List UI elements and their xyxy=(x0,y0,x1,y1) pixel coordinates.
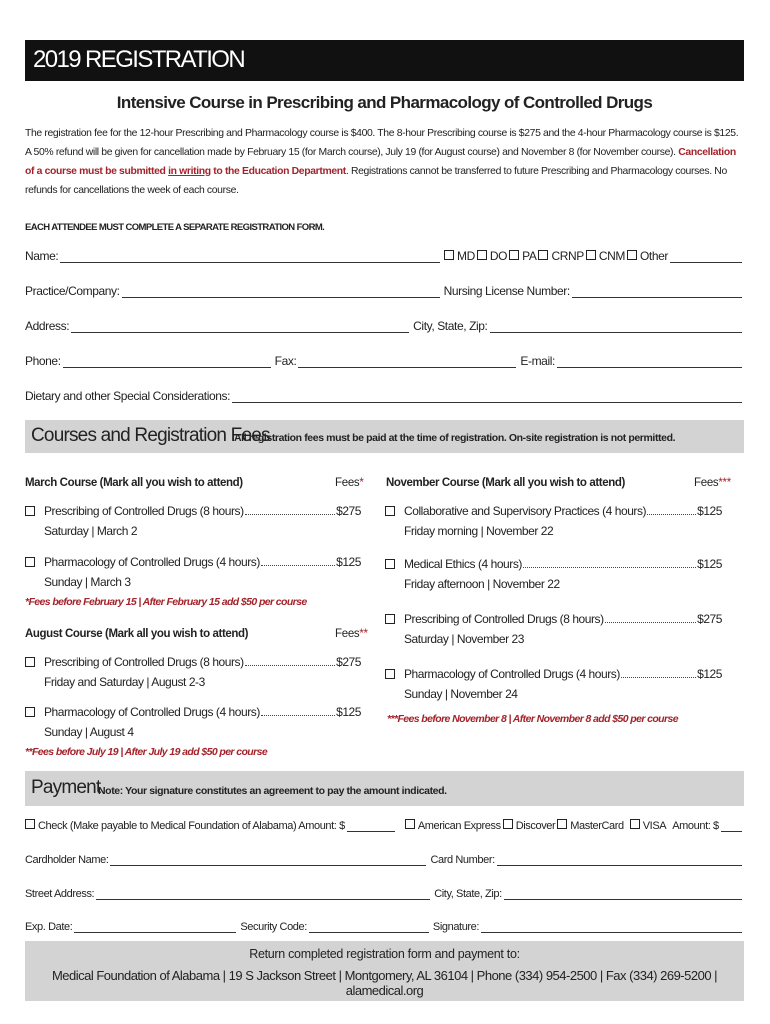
november-heading: November Course (Mark all you wish to attend) xyxy=(386,477,625,489)
august-prescribing-desc xyxy=(44,652,361,672)
november-fees-label: Fees xyxy=(694,477,719,489)
payment-note: Note: Your signature constitutes an agreement to pay the amount indicated. xyxy=(98,785,447,797)
in-writing-text: in writing xyxy=(168,166,211,177)
phone-row xyxy=(25,350,742,368)
intro-text: The registration fee for the 12-hour Prescribing and Pharmacology course is $400. The 8-hour Prescribing course is $275 and the 4-hour Pharmacology course is $125. A 50% refund will be given for cancellation made by February 15 (for March course), July 19 (for August course) and November 8 (for November course). xyxy=(25,128,739,158)
title-banner xyxy=(25,40,744,81)
card-amount-label: Amount: $ xyxy=(672,820,719,832)
visa-checkbox[interactable] xyxy=(630,819,640,829)
march-pharmacology-date: Sunday | March 3 xyxy=(44,575,131,589)
credential-pa[interactable] xyxy=(509,249,538,263)
august-pharmacology-price: $125 xyxy=(336,705,361,719)
amex-checkbox[interactable] xyxy=(405,819,415,829)
exp-field[interactable] xyxy=(74,920,236,933)
cardholder-label: Cardholder Name: xyxy=(25,854,109,866)
contact-info: Medical Foundation of Alabama | 19 S Jackson Street | Montgomery, AL 36104 | Phone (334) 954-2500 | Fax (334) 269-5200 | alamedical.org xyxy=(51,968,718,998)
november-collaborative-price: $125 xyxy=(697,504,722,518)
november-ethics-price: $125 xyxy=(697,557,722,571)
fax-label: Fax: xyxy=(274,354,297,368)
november-item-collaborative[interactable] xyxy=(385,501,722,541)
payment-city-label: City, State, Zip: xyxy=(434,888,502,900)
exp-label: Exp. Date: xyxy=(25,921,73,933)
credential-crnp[interactable] xyxy=(538,249,585,263)
august-footnote: **Fees before July 19 | After July 19 add $50 per course xyxy=(25,746,268,758)
city-label: City, State, Zip: xyxy=(413,319,488,333)
separate-form-note: EACH ATTENDEE MUST COMPLETE A SEPARATE REGISTRATION FORM. xyxy=(25,222,325,233)
march-item-pharmacology[interactable] xyxy=(25,552,361,592)
card-number-field[interactable] xyxy=(497,853,742,866)
november-pharmacology-desc xyxy=(404,664,722,684)
education-dept-text: to the Education Department xyxy=(210,166,346,177)
november-item-prescribing[interactable] xyxy=(385,609,722,649)
email-label: E-mail: xyxy=(520,354,555,368)
august-fees-label: Fees xyxy=(335,628,360,640)
november-pharmacology-label: Pharmacology of Controlled Drugs (4 hours) xyxy=(404,667,620,681)
march-prescribing-price: $275 xyxy=(336,504,361,518)
other-field[interactable] xyxy=(670,250,742,263)
return-info-footer xyxy=(25,941,744,1001)
check-option[interactable] xyxy=(25,819,347,832)
cardholder-row xyxy=(25,848,742,866)
check-amount-field[interactable] xyxy=(347,819,395,832)
visa-option[interactable] xyxy=(630,819,672,832)
cancellation-text: Cancellation of a course must be submitted xyxy=(25,147,736,177)
dot-leader xyxy=(523,554,696,568)
security-label: Security Code: xyxy=(240,921,307,933)
november-prescribing-price: $275 xyxy=(697,612,722,626)
street-label: Street Address: xyxy=(25,888,95,900)
pa-label: PA xyxy=(522,249,537,263)
mastercard-option[interactable] xyxy=(557,819,629,832)
exp-row xyxy=(25,915,742,933)
dot-leader xyxy=(647,501,696,515)
check-label: Check (Make payable to Medical Foundation of Alabama) Amount: $ xyxy=(38,820,345,832)
august-prescribing-date: Friday and Saturday | August 2-3 xyxy=(44,675,205,689)
intro-text-2: . Registrations cannot be transferred to future Prescribing and Pharmacology courses. No refunds for cancellations the week of each course. xyxy=(25,166,727,196)
address-field[interactable] xyxy=(71,320,409,333)
md-label: MD xyxy=(457,249,475,263)
march-pharmacology-label: Pharmacology of Controlled Drugs (4 hours) xyxy=(44,555,260,569)
march-prescribing-desc xyxy=(44,501,361,521)
november-ethics-label: Medical Ethics (4 hours) xyxy=(404,557,522,571)
street-row xyxy=(25,882,742,900)
phone-field[interactable] xyxy=(63,355,271,368)
credential-md[interactable] xyxy=(444,249,477,263)
dot-leader xyxy=(245,501,335,515)
email-field[interactable] xyxy=(557,355,742,368)
november-prescribing-date: Saturday | November 23 xyxy=(404,632,524,646)
name-row xyxy=(25,245,742,263)
course-subtitle: Intensive Course in Prescribing and Pharmacology of Controlled Drugs xyxy=(116,93,653,112)
november-item-pharmacology[interactable] xyxy=(385,664,722,704)
august-fees-star: ** xyxy=(359,628,368,640)
november-fees-star: *** xyxy=(718,477,731,489)
payment-method-row xyxy=(25,814,742,832)
dietary-label: Dietary and other Special Considerations: xyxy=(25,389,231,403)
fee-description xyxy=(25,124,742,200)
november-fees-heading xyxy=(694,477,731,489)
march-fees-label: Fees xyxy=(335,477,360,489)
dot-leader xyxy=(245,652,335,666)
november-collaborative-date: Friday morning | November 22 xyxy=(404,524,554,538)
august-prescribing-label: Prescribing of Controlled Drugs (8 hours) xyxy=(44,655,244,669)
march-prescribing-date: Saturday | March 2 xyxy=(44,524,138,538)
march-item-prescribing[interactable] xyxy=(25,501,361,541)
street-field[interactable] xyxy=(96,887,430,900)
payment-title: Payment xyxy=(31,777,101,798)
march-heading: March Course (Mark all you wish to attend) xyxy=(25,477,243,489)
do-label: DO xyxy=(489,249,508,263)
name-label: Name: xyxy=(25,249,59,263)
credential-cnm[interactable] xyxy=(586,249,627,263)
discover-checkbox[interactable] xyxy=(503,819,513,829)
dot-leader xyxy=(605,609,696,623)
dietary-row xyxy=(25,385,742,403)
november-item-ethics[interactable] xyxy=(385,554,722,594)
check-checkbox[interactable] xyxy=(25,819,35,829)
march-footnote: *Fees before February 15 | After February 15 add $50 per course xyxy=(25,596,307,608)
cnm-checkbox[interactable] xyxy=(586,250,596,260)
visa-label: VISA xyxy=(642,820,667,832)
november-collaborative-desc xyxy=(404,501,722,521)
discover-label: Discover xyxy=(515,820,556,832)
august-item-prescribing[interactable] xyxy=(25,652,361,692)
courses-band xyxy=(25,420,744,453)
payment-band xyxy=(25,771,744,806)
return-instruction: Return completed registration form and payment to: xyxy=(249,947,520,961)
dot-leader xyxy=(621,664,696,678)
august-item-pharmacology[interactable] xyxy=(25,702,361,742)
march-pharmacology-desc xyxy=(44,552,361,572)
november-collaborative-checkbox[interactable] xyxy=(385,506,395,516)
november-ethics-checkbox[interactable] xyxy=(385,559,395,569)
phone-label: Phone: xyxy=(25,354,61,368)
practice-field[interactable] xyxy=(122,285,440,298)
courses-title: Courses and Registration Fees xyxy=(31,425,270,446)
november-ethics-date: Friday afternoon | November 22 xyxy=(404,577,560,591)
cnm-label: CNM xyxy=(598,249,625,263)
november-pharmacology-date: Sunday | November 24 xyxy=(404,687,518,701)
dot-leader xyxy=(261,552,335,566)
dot-leader xyxy=(261,702,335,716)
address-label: Address: xyxy=(25,319,70,333)
august-pharmacology-date: Sunday | August 4 xyxy=(44,725,134,739)
november-prescribing-desc xyxy=(404,609,722,629)
august-fees-heading xyxy=(335,628,368,640)
march-prescribing-label: Prescribing of Controlled Drugs (8 hours) xyxy=(44,504,244,518)
card-amount-field[interactable] xyxy=(721,819,742,832)
name-field[interactable] xyxy=(60,250,440,263)
march-fees-star: * xyxy=(359,477,364,489)
november-prescribing-checkbox[interactable] xyxy=(385,614,395,624)
november-ethics-desc xyxy=(404,554,722,574)
md-checkbox[interactable] xyxy=(444,250,454,260)
august-pharmacology-checkbox[interactable] xyxy=(25,707,35,717)
august-pharmacology-desc xyxy=(44,702,361,722)
march-prescribing-checkbox[interactable] xyxy=(25,506,35,516)
signature-label: Signature: xyxy=(432,921,480,933)
amex-label: American Express xyxy=(417,820,501,832)
courses-note: All registration fees must be paid at the time of registration. On-site registration is not permitted. xyxy=(234,432,676,444)
amex-option[interactable] xyxy=(405,819,503,832)
payment-city-field[interactable] xyxy=(504,887,742,900)
august-prescribing-checkbox[interactable] xyxy=(25,657,35,667)
pa-checkbox[interactable] xyxy=(509,250,519,260)
march-pharmacology-checkbox[interactable] xyxy=(25,557,35,567)
august-prescribing-price: $275 xyxy=(336,655,361,669)
november-pharmacology-checkbox[interactable] xyxy=(385,669,395,679)
march-fees-heading xyxy=(335,477,364,489)
fax-field[interactable] xyxy=(298,355,516,368)
mastercard-label: MasterCard xyxy=(570,820,624,832)
march-pharmacology-price: $125 xyxy=(336,555,361,569)
cardholder-field[interactable] xyxy=(110,853,426,866)
credential-do[interactable] xyxy=(477,249,509,263)
november-prescribing-label: Prescribing of Controlled Drugs (8 hours) xyxy=(404,612,604,626)
november-footnote: ***Fees before November 8 | After November 8 add $50 per course xyxy=(387,713,678,725)
crnp-label: CRNP xyxy=(551,249,584,263)
license-field[interactable] xyxy=(572,285,742,298)
city-field[interactable] xyxy=(490,320,743,333)
other-label: Other xyxy=(639,249,668,263)
november-pharmacology-price: $125 xyxy=(697,667,722,681)
practice-label: Practice/Company: xyxy=(25,284,120,298)
discover-option[interactable] xyxy=(503,819,558,832)
credential-other[interactable] xyxy=(627,249,670,263)
august-pharmacology-label: Pharmacology of Controlled Drugs (4 hours) xyxy=(44,705,260,719)
mastercard-checkbox[interactable] xyxy=(557,819,567,829)
august-heading: August Course (Mark all you wish to attend) xyxy=(25,628,249,640)
page-title: 2019 REGISTRATION xyxy=(33,46,245,73)
crnp-checkbox[interactable] xyxy=(538,250,548,260)
do-checkbox[interactable] xyxy=(477,250,487,260)
license-label: Nursing License Number: xyxy=(443,284,570,298)
other-checkbox[interactable] xyxy=(627,250,637,260)
practice-row xyxy=(25,280,742,298)
address-row xyxy=(25,315,742,333)
security-field[interactable] xyxy=(309,920,429,933)
dietary-field[interactable] xyxy=(232,390,742,403)
card-number-label: Card Number: xyxy=(430,854,495,866)
signature-field[interactable] xyxy=(481,920,742,933)
november-collaborative-label: Collaborative and Supervisory Practices (4 hours) xyxy=(404,504,647,518)
